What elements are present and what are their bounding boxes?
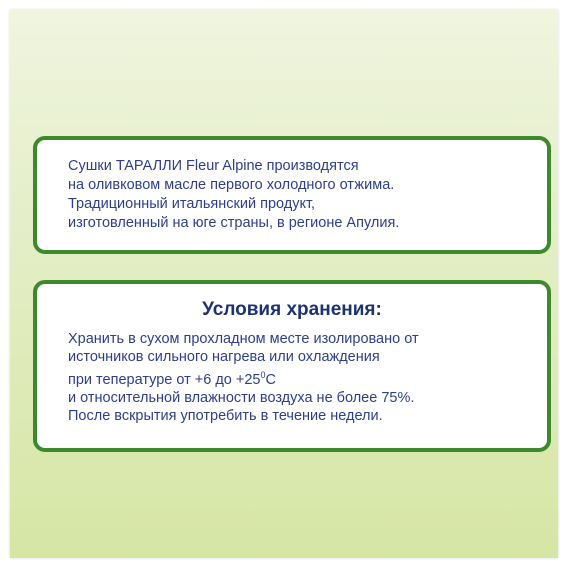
storage-title: Условия хранения: <box>202 299 382 320</box>
background-panel <box>10 10 558 558</box>
product-info-card <box>33 136 551 254</box>
storage-line-5: После вскрытия употребить в течение недели. <box>68 407 383 424</box>
storage-line-1: Хранить в сухом прохладном месте изолировано от <box>68 331 419 347</box>
info-line-3: Традиционный итальянский продукт, <box>68 196 316 212</box>
info-line-2: на оливковом масле первого холодного отжима. <box>68 177 395 193</box>
degree-mark: 0 <box>260 370 266 380</box>
info-line-4: изготовленный на юге страны, в регионе Апулия. <box>68 215 400 231</box>
storage-line-4: и относительной влажности воздуха не более 75%. <box>68 389 415 406</box>
storage-line-3-text: при тепературе от +6 до +25 <box>68 371 261 388</box>
temperature-unit: С <box>265 371 276 388</box>
storage-conditions-card <box>33 280 551 452</box>
info-line-1: Сушки ТАРАЛЛИ Fleur Alpine производятся <box>68 158 359 174</box>
storage-line-2: источников сильного нагрева или охлаждения <box>68 349 380 365</box>
storage-line-3 <box>68 366 547 389</box>
